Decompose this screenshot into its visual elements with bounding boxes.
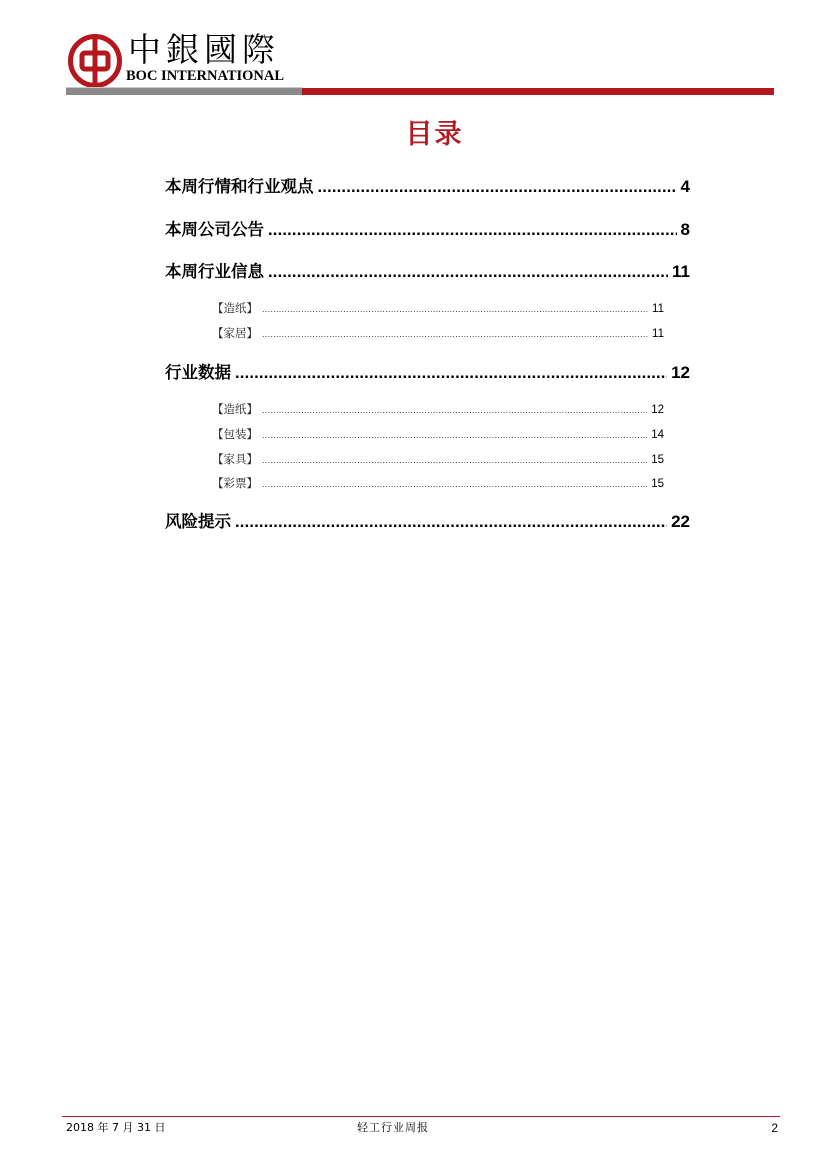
- header-rule-gray: [66, 88, 302, 95]
- toc-subentry-page: 14: [651, 429, 664, 441]
- toc-dot-leader: [262, 426, 647, 443]
- toc-entry-page: 4: [680, 177, 690, 196]
- toc-entry-label: 行业数据: [165, 363, 231, 382]
- toc-entry-label: 本周公司公告: [165, 220, 264, 239]
- toc-dot-leader: [268, 218, 677, 242]
- toc-subentry-label: 【彩票】: [212, 476, 258, 490]
- toc-subentry-label: 【造纸】: [212, 301, 258, 315]
- footer-date: 2018 年 7 月 31 日: [66, 1121, 166, 1134]
- toc-subentry-page: 15: [651, 478, 664, 490]
- toc-dot-leader: [235, 510, 667, 534]
- toc-subentry-label: 【造纸】: [212, 402, 258, 416]
- toc-dot-leader: [318, 175, 677, 199]
- toc-entry-industry-data[interactable]: [165, 361, 690, 385]
- toc-entry-page: 12: [671, 363, 690, 382]
- toc-dot-leader: [262, 300, 648, 317]
- toc-entry-page: 8: [680, 220, 690, 239]
- brand-name-chinese: 中銀國際: [128, 30, 280, 69]
- footer-rule: [62, 1116, 780, 1117]
- toc-dot-leader: [235, 361, 667, 385]
- toc-subentry-furniture[interactable]: [212, 450, 664, 468]
- toc-subentry-packaging[interactable]: [212, 425, 664, 443]
- toc-dot-leader: [262, 451, 647, 468]
- toc-subentry-page: 15: [651, 454, 664, 466]
- toc-entry-market-review[interactable]: [165, 175, 690, 199]
- toc-entry-label: 风险提示: [165, 512, 231, 531]
- toc-subentry-home-furnishing[interactable]: [212, 324, 664, 342]
- toc-subentry-label: 【家具】: [212, 452, 258, 466]
- boc-logo-icon: [68, 34, 122, 88]
- toc-subentry-paper[interactable]: [212, 299, 664, 317]
- toc-entry-company-announcements[interactable]: [165, 218, 690, 242]
- toc-entry-label: 本周行业信息: [165, 262, 264, 281]
- toc-entry-industry-news[interactable]: [165, 260, 690, 284]
- header-rule-red: [302, 88, 774, 95]
- toc-subentry-label: 【家居】: [212, 326, 258, 340]
- toc-entry-label: 本周行情和行业观点: [165, 177, 314, 196]
- toc-subentry-page: 11: [652, 303, 664, 315]
- toc-title: 目录: [405, 119, 464, 150]
- toc-subentry-lottery[interactable]: [212, 474, 664, 492]
- toc-entry-risk-warning[interactable]: [165, 510, 690, 534]
- toc-entry-page: 22: [671, 512, 690, 531]
- toc-subentry-page: 11: [652, 328, 664, 340]
- toc-dot-leader: [262, 325, 648, 342]
- toc-subentry-paper-data[interactable]: [212, 400, 664, 418]
- toc-dot-leader: [268, 260, 668, 284]
- toc-subentry-page: 12: [651, 404, 664, 416]
- toc-entry-page: 11: [672, 262, 690, 281]
- brand-name-english: BOC INTERNATIONAL: [126, 68, 285, 84]
- toc-subentry-label: 【包装】: [212, 427, 258, 441]
- toc-dot-leader: [262, 401, 647, 418]
- toc-dot-leader: [262, 475, 647, 492]
- footer-page-number: 2: [771, 1121, 778, 1135]
- footer-report-name: 轻工行业周报: [357, 1121, 429, 1134]
